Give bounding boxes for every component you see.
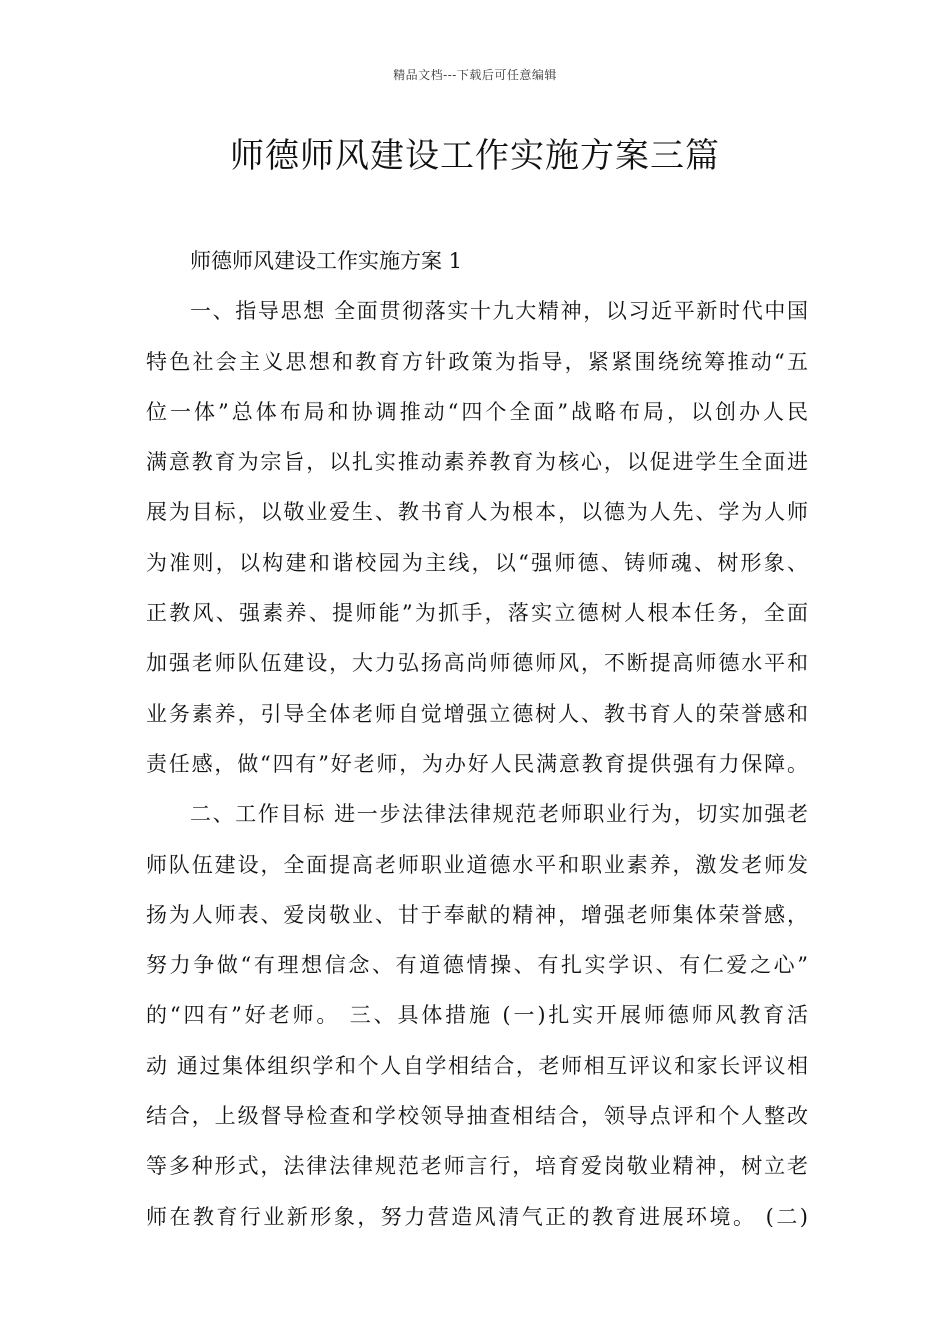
body-line: 展为目标，以敬业爱生、教书育人为根本，以德为人先、学为人师 — [146, 500, 808, 525]
body-line: 责任感，做“四有”好老师，为办好人民满意教育提供强有力保障。 — [146, 751, 808, 776]
body-line: 的“四有”好老师。 三、具体措施 (一)扎实开展师德师风教育活 — [146, 1003, 808, 1028]
body-line: 为准则，以构建和谐校园为主线，以“强师德、铸师魂、树形象、 — [146, 550, 808, 575]
body-line: 二、工作目标 进一步法律法律规范老师职业行为，切实加强老 — [190, 802, 808, 827]
body-line: 师队伍建设，全面提高老师职业道德水平和职业素养，激发老师发 — [146, 852, 808, 877]
body-line: 扬为人师表、爱岗敬业、甘于奉献的精神，增强老师集体荣誉感， — [146, 902, 808, 927]
body-line: 结合，上级督导检查和学校领导抽查相结合，领导点评和个人整改 — [146, 1104, 808, 1129]
body-line: 位一体”总体布局和协调推动“四个全面”战略布局，以创办人民 — [146, 399, 808, 424]
body-line: 特色社会主义思想和教育方针政策为指导，紧紧围绕统筹推动“五 — [146, 349, 808, 374]
body-line: 努力争做“有理想信念、有道德情操、有扎实学识、有仁爱之心” — [146, 953, 808, 978]
section-heading: 师德师风建设工作实施方案 1 — [190, 249, 463, 273]
body-line: 正教风、强素养、提师能”为抓手，落实立德树人根本任务，全面 — [146, 601, 808, 626]
body-line: 等多种形式，法律法律规范老师言行，培育爱岗敬业精神，树立老 — [146, 1154, 808, 1179]
body-line: 加强老师队伍建设，大力弘扬高尚师德师风，不断提高师德水平和 — [146, 651, 808, 676]
body-line: 动 通过集体组织学和个人自学相结合，老师相互评议和家长评议相 — [146, 1053, 808, 1078]
document-body — [146, 236, 808, 1242]
body-line: 满意教育为宗旨，以扎实推动素养教育为核心，以促进学生全面进 — [146, 450, 808, 475]
body-line: 业务素养，引导全体老师自觉增强立德树人、教书育人的荣誉感和 — [146, 701, 808, 726]
document-title: 师德师风建设工作实施方案三篇 — [230, 136, 720, 176]
header-watermark: 精品文档---下载后可任意编辑 — [393, 68, 557, 82]
body-line: 一、指导思想 全面贯彻落实十九大精神，以习近平新时代中国 — [190, 299, 808, 324]
body-line: 师在教育行业新形象，努力营造风清气正的教育进展环境。 (二) — [146, 1204, 808, 1229]
